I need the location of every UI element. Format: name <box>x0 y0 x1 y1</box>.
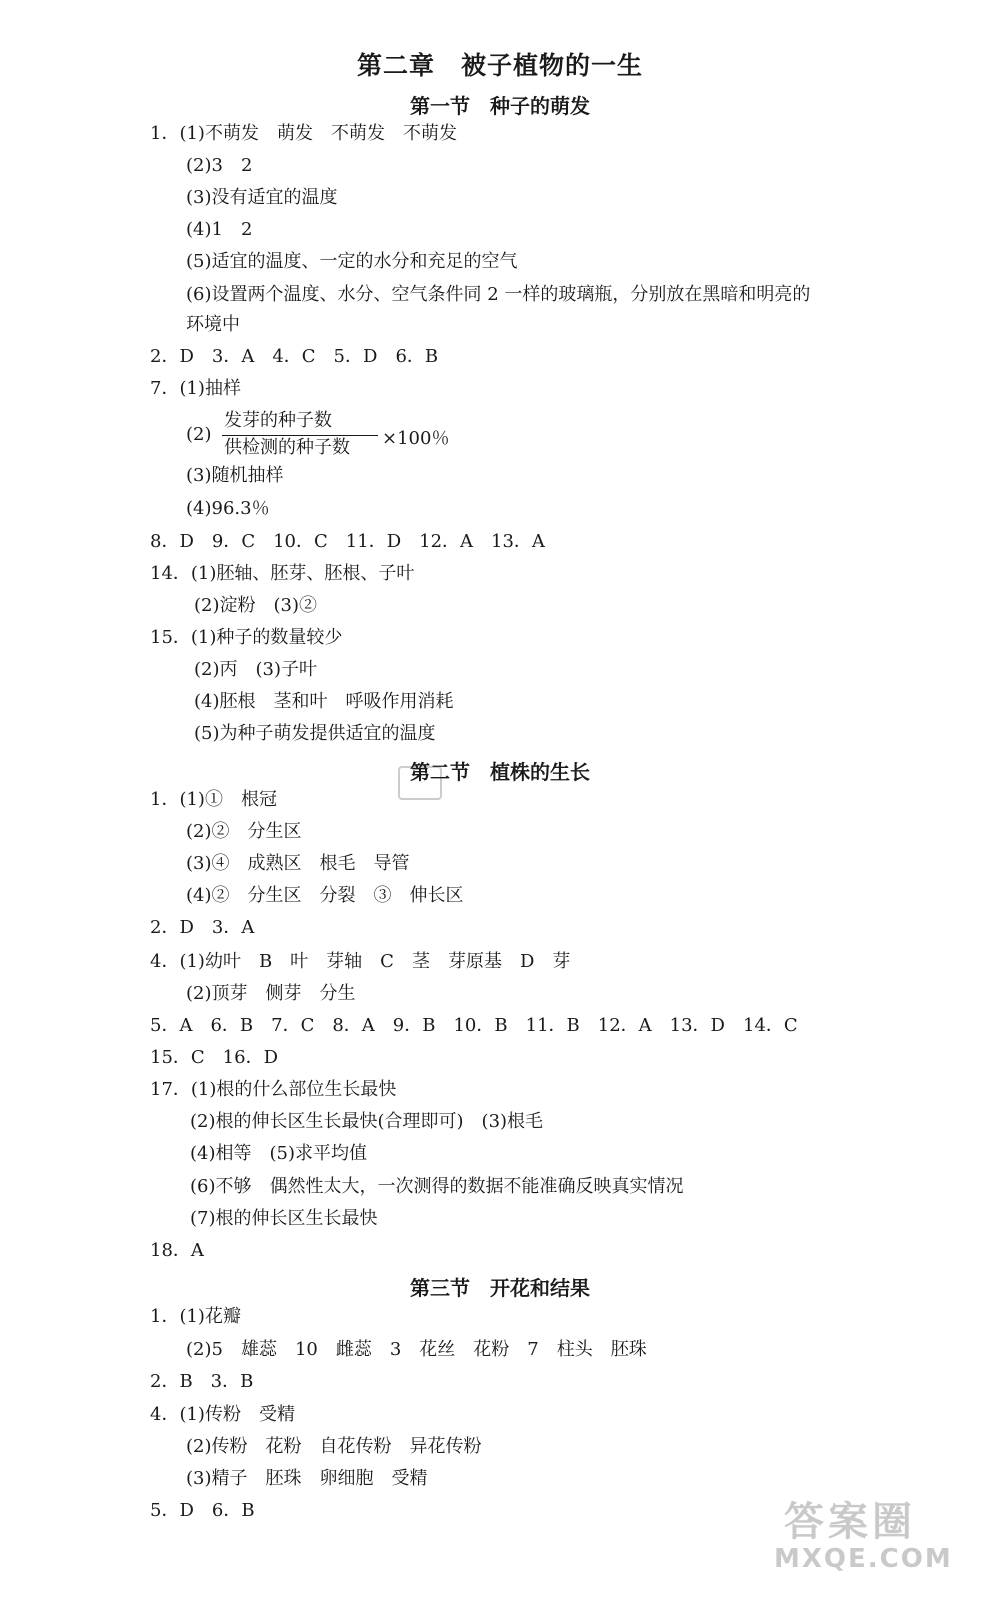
answer-line: 17．(1)根的什么部位生长最快 <box>150 1079 397 1100</box>
site-watermark <box>760 1490 980 1582</box>
fraction-formula <box>186 410 476 462</box>
answer-line: (2)② 分生区 <box>186 821 302 842</box>
answer-line: 1．(1)花瓣 <box>150 1306 241 1327</box>
answer-line: (6)不够 偶然性太大，一次测得的数据不能准确反映真实情况 <box>190 1176 684 1197</box>
watermark-logo-text: 答案圈 <box>784 1499 916 1545</box>
answer-line: (2)根的伸长区生长最快(合理即可) (3)根毛 <box>190 1111 544 1132</box>
answer-line: (3)没有适宜的温度 <box>186 187 338 208</box>
answer-line: (6)设置两个温度、水分、空气条件同 2 一样的玻璃瓶，分别放在黑暗和明亮的 <box>186 284 811 305</box>
answer-line: (2)顶芽 侧芽 分生 <box>186 983 356 1004</box>
formula-numerator: 发芽的种子数 <box>224 410 332 431</box>
formula-prefix: (2) <box>186 424 212 445</box>
fraction-bar <box>222 435 378 436</box>
answer-line: (4)胚根 茎和叶 呼吸作用消耗 <box>194 691 454 712</box>
formula-denominator: 供检测的种子数 <box>224 437 350 458</box>
answer-line: (2)5 雄蕊 10 雌蕊 3 花丝 花粉 7 柱头 胚珠 <box>186 1339 647 1360</box>
answer-line: 1．(1)① 根冠 <box>150 789 277 810</box>
answer-line: 1．(1)不萌发 萌发 不萌发 不萌发 <box>150 123 457 144</box>
answer-line: 4．(1)幼叶 B 叶 芽轴 C 茎 芽原基 D 芽 <box>150 951 571 972</box>
section-title-2: 第二节 植株的生长 <box>410 760 590 784</box>
answer-line: 15．C 16．D <box>150 1047 279 1068</box>
answer-line: 14．(1)胚轴、胚芽、胚根、子叶 <box>150 563 415 584</box>
answer-line: 5．A 6．B 7．C 8．A 9．B 10．B 11．B 12．A 13．D 14．C <box>150 1015 798 1036</box>
answer-line: (4)1 2 <box>186 219 253 240</box>
answer-line: 8．D 9．C 10．C 11．D 12．A 13．A <box>150 531 545 552</box>
answer-line: (2)3 2 <box>186 155 253 176</box>
answer-line: (7)根的伸长区生长最快 <box>190 1208 378 1229</box>
answer-line: 环境中 <box>186 314 240 335</box>
answer-line: (4)96.3％ <box>186 498 270 519</box>
answer-line: (2)淀粉 (3)② <box>194 595 317 616</box>
answer-line: 15．(1)种子的数量较少 <box>150 627 343 648</box>
answer-line: 5．D 6．B <box>150 1500 255 1521</box>
watermark-url: MXQE.COM <box>774 1544 953 1574</box>
answer-line: (3)随机抽样 <box>186 465 284 486</box>
answer-line: 4．(1)传粉 受精 <box>150 1404 295 1425</box>
answer-line: (3)精子 胚珠 卵细胞 受精 <box>186 1468 428 1489</box>
answer-line: 2．D 3．A 4．C 5．D 6．B <box>150 346 439 367</box>
formula-suffix: ×100％ <box>382 428 450 449</box>
answer-line: 2．B 3．B <box>150 1371 254 1392</box>
section-title-3: 第三节 开花和结果 <box>410 1276 590 1300</box>
answer-line: (5)为种子萌发提供适宜的温度 <box>194 723 436 744</box>
answer-line: (4)相等 (5)求平均值 <box>190 1143 367 1164</box>
chapter-title: 第二章 被子植物的一生 <box>356 51 643 80</box>
answer-line: 7．(1)抽样 <box>150 378 241 399</box>
answer-line: 2．D 3．A <box>150 917 255 938</box>
answer-line: (2)丙 (3)子叶 <box>194 659 317 680</box>
answer-line: (2)传粉 花粉 自花传粉 异花传粉 <box>186 1436 482 1457</box>
answer-line: (4)② 分生区 分裂 ③ 伸长区 <box>186 885 464 906</box>
answer-line: (3)④ 成熟区 根毛 导管 <box>186 853 410 874</box>
answer-line: (5)适宜的温度、一定的水分和充足的空气 <box>186 251 518 272</box>
answer-line: 18．A <box>150 1240 204 1261</box>
section-title-1: 第一节 种子的萌发 <box>410 94 590 118</box>
